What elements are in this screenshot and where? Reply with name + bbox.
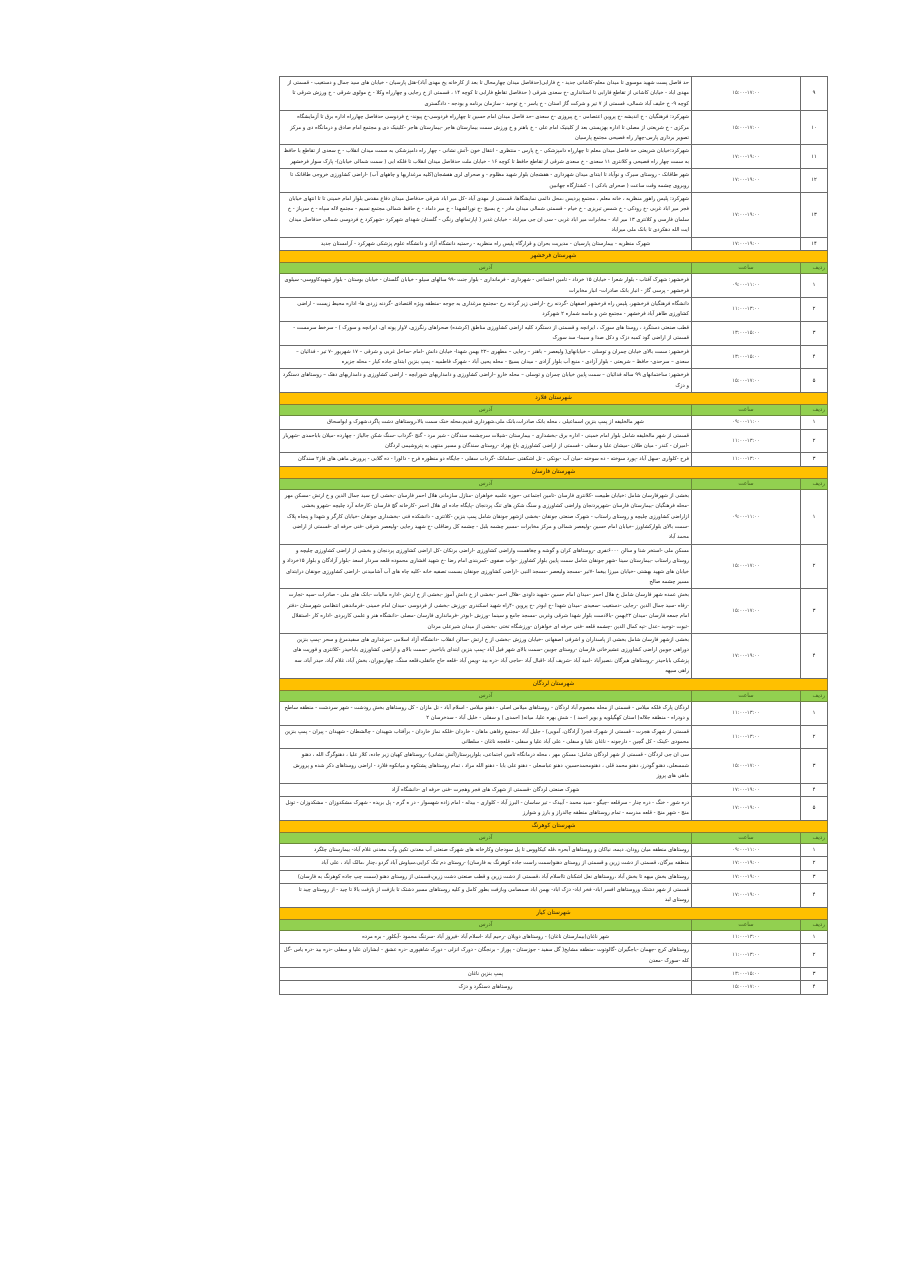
table-row	[280, 77, 828, 111]
outage-address: فرخشهر: سمت بالای خیابان چمران و توسلی – خیابانهای( ولیعصر – باهنر – رجایی – مطهری –۲۲ بهمن شهدا- خیابان دانش -امام -ساحل غربی و شرقی – ۱۷ شهریور -۷ تیر - فدائیان – سعدی – سرحدی- حافظ – شریعتی - بلوار آزادی - منبع آب بلوار آزادی - میدان بسیج - محله یحیی آباد - شهرک فاطمیه - پمپ بنزین ابتدای جاده کیار - محله جزیره	[280, 345, 692, 369]
row-index: ۲	[801, 857, 828, 870]
outage-time: ۱۷:۰۰-۱۹:۰۰	[692, 870, 801, 883]
outage-address: فرخشهر: ساختمانهای ۹۹ ساله فدائیان – سمت پایین خیابان چمران و توسلی – محله خارو –اراضی کشاورزی و دامداریهای شورابچه - اراضی کشاورزی و دامداریهای دهک – روستاهای دستگرد و دزک	[280, 369, 692, 393]
row-index: ۴	[801, 345, 828, 369]
outage-time: ۱۳:۰۰-۱۵:۰۰	[692, 968, 801, 981]
table-row	[280, 870, 828, 883]
outage-address: شهر ناغان(بیمارستان ناغان) - روستاهای دویلان -رحیم آباد -اسلام آباد -فیروز آباد -سرتنگ محمود -آبکلور - بره مرده	[280, 930, 692, 943]
outage-address: دانشگاه فرهنگیان فرخشهر، پلیس راه فرخشهر اصفهان -گردنه رخ -اراضی زیر گردنه رخ -مجتمع مرغداری به جوجه -منطقه ویژه اقتصادی -گردنه زردی ها- اداره محیط زیست - اراضی کشاورزی طاهر آباد فرخشهر - مجتمع شن و ماسه شماره ۲ شهرکرد	[280, 297, 692, 321]
outage-address: قطب صنعتی دستگرد ، روستا های سورک ، ایرانچه و قسمتی از دستگرد کلیه اراضی کشاورزی مناطق (کرشده) صحراهای رنگرزی، لاوار پونه ای، ایرانچه و سورک ) - سرخط سرمست - قسمتی از اراضی گود کمبه دزک و دکل صدا و سیما- سد سورک	[280, 321, 692, 345]
table-row	[280, 429, 828, 453]
column-header-index: ردیف	[801, 405, 828, 416]
row-index: ۱۴	[801, 237, 828, 250]
outage-address: شهر طاقانک - روستای سیرک و نوآباد تا ابتدای میدان شهرداری - هفشجان بلوار شهید مظلوم - و صحرای لری هفشجان(کلیه مرغداریها و چاههای آب) -اراضی کشاورزی خروجی طاقانک تا روبروی چشمه وقت ساعت ( صحرای بادکی ) - کشتارگاه جهانبین	[280, 169, 692, 193]
outage-address: قسمتی از شهر مالخلیفه شامل بلوار امام خمینی - اداره برق -بخشداری - بیمارستان -شیلات سرچشمه سندگان - شیر مرد - گنج -گرداب -سنگ شکن جالیاز - چهارده -میلان باباحمدی -شهریار -امیران - کندر - میان طلان -میشان علیا و سفلی - قسمتی از اراضی کشاورزی باغ بهزاد -روستای سندگان و مسیر منتهی به پتروشیمی لردگان	[280, 429, 692, 453]
column-header-time: ساعت	[692, 405, 801, 416]
table-row	[280, 297, 828, 321]
outage-address: لردگان پارک فلکه میلاس - قسمتی از محله معصوم آباد لردگان - روستاهای میلاس اصلی - دهنو میلاس - اسلام آباد - تل مازان - کل روستاهای بخش رودشت - شهر سردشت - منطقه ساطح و دودراه - منطقه جلاله( استان کهگیلویه و بویر احمد ) - شش بهره علیا، میانه( احمدی ) و سفلی - خلیل آباد - سدخرسان ۲	[280, 701, 692, 725]
outage-address: شهرک صنعتی لردگان -قسمتی از شهرک های فجر وهجرت -فنی حرفه ای -دانشگاه آزاد	[280, 783, 692, 796]
outage-schedule-document	[279, 76, 828, 995]
table-row	[280, 944, 828, 968]
outage-address: سی ان جی لردگان - قسمتی از شهر لردگان شامل: مسکن مهر ، محله درمانگاه تامین اجتماعی، بلوارپرستار(آتش نشانی) -روستاهای کهیان زیر جاده، کلار علیا ، دهنوگرگ الله ، دهنو شمسعلی، دهنو گودرز، دهنو محمد قلی ، دهنومحمدحسین، دهنو عباسعلی - دهنو علی بابا - دهنو الله مراد ، تمام روستاهای پشتکوه و میانکوه فلارد - اراضی روستاهای ذکر شده و پرورش ماهی های پروز	[280, 749, 692, 783]
outage-time: ۱۳:۰۰-۱۵:۰۰	[692, 321, 801, 345]
county-heading-row	[280, 466, 828, 478]
table-row	[280, 544, 828, 589]
row-index: ۴	[801, 883, 828, 907]
table-row	[280, 883, 828, 907]
table-row	[280, 701, 828, 725]
outage-schedule-table	[279, 76, 828, 995]
row-index: ۱	[801, 274, 828, 298]
outage-time: ۰۹:۰۰-۱۱:۰۰	[692, 489, 801, 544]
table-row	[280, 843, 828, 856]
outage-time: ۰۹:۰۰-۱۱:۰۰	[692, 843, 801, 856]
outage-address: شهرکرد:خیابان شریعتی حد فاصل میدان معلم تا چهارراه دامپزشکی - خ پارس - منتظری - انتقال خون -آتش نشانی - چهار راه دامپزشکی به سمت میدان انقلاب - خ سعدی از تقاطع با حافظ به سمت چهار راه فصیحی و کلانتری ۱۱ سعدی - خ سعدی شرقی از تقاطع حافظ تا کوچه ۱۶ - خیابان ملت حدفاصل میدان انقلاب تا فلکه ابی ( سمت شمالی خیابان)- پارک سوار فرخشهر	[280, 145, 692, 169]
outage-time: ۱۱:۰۰-۱۳:۰۰	[692, 944, 801, 968]
outage-time: ۱۱:۰۰-۱۳:۰۰	[692, 930, 801, 943]
row-index: ۲	[801, 429, 828, 453]
row-index: ۱۰	[801, 111, 828, 145]
county-heading-row	[280, 251, 828, 263]
column-header-address: آدرس	[280, 919, 692, 930]
table-row	[280, 369, 828, 393]
outage-time: ۱۷:۰۰-۱۹:۰۰	[692, 634, 801, 679]
row-index: ۱۱	[801, 145, 828, 169]
outage-address: بخش عمده شهر فارسان شامل خ هلال احمر -میدان امام حسین -شهید داودی -هلال احمر -بخشی از خ دانش آموز -بخشی از خ ارتش -اداره مالیات -بانک های ملی - صادرات -سپه -تجارت -رفاه -سید جمال الدین -رجایی -دستغیب -سعیدی -میدان شهدا -خ ابوذر -خ پروین -۴راه شهید اسکندری -ورزش -بخشی از فردوسی -میدان امام خمینی -فرماندهی انتظامی شهرستان -دفتر امام جمعه فارسان -میدان ۲۲بهمن -بالادست بلوار شهدا شرقی وغربی -مسجد جامع و سینما -ورزش -ابوذر -فرمانداری فارسان -مصلی -دانشگاه هنر و علمی کاربردی -اداره کار -استقلال -ثبوت -توحید -عدل -تپه کمال الدین -چشمه قلعه -فنی حرفه ای خواهران -ورزشگاه تختی -بخشی از میدان شیرعلی مردان	[280, 589, 692, 634]
outage-time: ۰۹:۰۰-۱۱:۰۰	[692, 274, 801, 298]
table-row	[280, 725, 828, 749]
outage-time: ۱۱:۰۰-۱۳:۰۰	[692, 701, 801, 725]
table-row	[280, 489, 828, 544]
column-header-row	[280, 919, 828, 930]
table-row	[280, 589, 828, 634]
outage-address: بخشی ازشهر فارسان شامل بخشی از پاسداران و اشرفی اصفهانی -خیابان ورزش -بخشی از خ ارتش -سالن انقلاب -دانشگاه آزاد اسلامی -مرغداری های سفیدمرغ و سحر -پمپ بنزین دوراهی جوبین اراضی کشاورزی عشیرخانی فارسان -روستای جوبین -سمت بالای شهر فیل آباد -پمپ بنزین ابتدای باباحیدر -سمت بالای و اراضی کشاورزی باباحیدر -کلانتری و فوریت های پزشکی باباحیدر -روستاهای هیرگان ،نصیرآباد -امید آباد -شریف آباد -اقبال آباد -حاجی آباد -دره بید -ویس آباد -قلعه حاج جانقلی،قلعه سنگ، چهارموران، بخش آباد، غلام آباد، حیدر آباد، سه راهی سیهه	[280, 634, 692, 679]
outage-time: ۱۷:۰۰-۱۹:۰۰	[692, 796, 801, 820]
column-header-address: آدرس	[280, 478, 692, 489]
outage-time: ۱۱:۰۰-۱۳:۰۰	[692, 297, 801, 321]
county-name: شهرستان لردگان	[280, 678, 828, 690]
column-header-row	[280, 405, 828, 416]
row-index: ۱	[801, 843, 828, 856]
row-index: ۴	[801, 981, 828, 994]
outage-address: فرخشهر: شهرک آفتاب - بلوار شعرا - خیابان ۱۵ خرداد - تامین اجتماعی - شهرداری - فرمانداری - بلوار جنت -۹۹ سالهای سیلو - خیابان گلستان - خیابان بوستان - بلوار شهیدکاووسی- سیلوی فرخشهر - پرسی گاز - انبار بانک صادرات- انبار مخابرات	[280, 274, 692, 298]
row-index: ۱۲	[801, 169, 828, 193]
outage-time: ۱۵:۰۰-۱۷:۰۰	[692, 111, 801, 145]
county-name: شهرستان فارسان	[280, 466, 828, 478]
column-header-address: آدرس	[280, 263, 692, 274]
table-row	[280, 453, 828, 466]
outage-time: ۱۷:۰۰-۱۹:۰۰	[692, 193, 801, 238]
row-index: ۲	[801, 297, 828, 321]
table-row	[280, 345, 828, 369]
row-index: ۳	[801, 870, 828, 883]
table-row	[280, 169, 828, 193]
row-index: ۵	[801, 796, 828, 820]
column-header-address: آدرس	[280, 690, 692, 701]
table-row	[280, 634, 828, 679]
table-row	[280, 416, 828, 429]
column-header-time: ساعت	[692, 690, 801, 701]
outage-time: ۱۷:۰۰-۱۹:۰۰	[692, 237, 801, 250]
outage-address: روستاهای بخش میهه تا بخش آباد ،روستاهای نعل اشکنان تااسلام آباد ،قسمتی از دشت زرین و قطب صنعتی دشت زرین،قسمتی از روستای دهنو (سمت چپ جاده کوهرنگ به فارسان)	[280, 870, 692, 883]
row-index: ۴	[801, 634, 828, 679]
table-row	[280, 981, 828, 994]
outage-address: شهرکرد: فرهنگیان - خ اندیشه -خ پروین اعتصامی - خ پیروزی -خ سعدی -حد فاصل میدان امام حسین تا چهارراه فردوسی-خ پیوند- خ فردوسی حدفاصل چهارراه اداره برق تا آزمایشگاه مرکزی - خ شریعتی از مصلی تا اداره بهزیستی بعد از کلینیک امام علی - خ باهنر و خ ورزش سمت بیمارستان هاجر -بیمارستان هاجر -کلینیک دی و مجتمع امام صادق و درمانگاه دی و مرکز تصویر برداری پارس-چهار راه فصیحی مجتمع پارسیان	[280, 111, 692, 145]
column-header-row	[280, 478, 828, 489]
outage-address: شهر مالخلیفه از پمپ بنزین اسماعیلی ، محله بانک صادرات،بانک ملی،شهرداری قدیم،محله خنک سمت بالا،روستاهای دشت پاگرد،شهرک و ابواسحاق	[280, 416, 692, 429]
outage-time: ۱۵:۰۰-۱۷:۰۰	[692, 981, 801, 994]
outage-time: ۱۵:۰۰-۱۷:۰۰	[692, 589, 801, 634]
county-name: شهرستان فرخشهر	[280, 251, 828, 263]
outage-time: ۱۳:۰۰-۱۵:۰۰	[692, 345, 801, 369]
column-header-index: ردیف	[801, 478, 828, 489]
outage-address: قسمتی از شهر دشتک وروستاهای افسر اباد- فخر اباد- دزک اباد- بهمن اباد صمصامی وبازفت بطور کامل و کلیه روستاهای مسیر دشتک تا بازفت از بازفت بالا تا چید - از روستای چید تا روستای لبد	[280, 883, 692, 907]
county-heading-row	[280, 393, 828, 405]
county-heading-row	[280, 820, 828, 832]
table-row	[280, 145, 828, 169]
outage-address: منطقه بیرگان، قسمتی از دشت زرین و قسمتی از روستای دهنو(سمت راست جاده کوهرنگ به فارسان) -روستای دم تنگ کرایی،سیاوش آباد گردو ،چنار ،مالک آباد ، علی آباد	[280, 857, 692, 870]
column-header-index: ردیف	[801, 263, 828, 274]
outage-address: پمپ بنزین ناغان	[280, 968, 692, 981]
row-index: ۴	[801, 783, 828, 796]
outage-time: ۱۵:۰۰-۱۷:۰۰	[692, 77, 801, 111]
outage-time: ۱۵:۰۰-۱۷:۰۰	[692, 749, 801, 783]
county-heading-row	[280, 678, 828, 690]
outage-address: شهرک منظریه - بیمارستان پارسیان - مدیریت بحران و قرارگاه پلیس راه منظریه - رحمتیه دانشگاه آزاد و دانشگاه علوم پزشکی شهرکرد - آرامستان جدید	[280, 237, 692, 250]
outage-time: ۱۷:۰۰-۱۹:۰۰	[692, 145, 801, 169]
column-header-address: آدرس	[280, 832, 692, 843]
outage-time: ۰۹:۰۰-۱۱:۰۰	[692, 416, 801, 429]
row-index: ۱	[801, 930, 828, 943]
outage-time: ۱۵:۰۰-۱۷:۰۰	[692, 544, 801, 589]
row-index: ۳	[801, 749, 828, 783]
table-row	[280, 237, 828, 250]
county-name: شهرستان فلارد	[280, 393, 828, 405]
column-header-row	[280, 263, 828, 274]
column-header-address: آدرس	[280, 405, 692, 416]
row-index: ۱	[801, 489, 828, 544]
outage-address: مسکن ملی -استخر شنا و سالن ۶۰۰۰نفری -روستاهای کران و گوشه و چغاهست واراضی کشاورزی -اراضی برنکان -کل اراضی کشاورزی پردنجان و بخشی از اراضی کشاورزی چلیچه و روستای راستاب -بیمارستان سینا -شهر جونقان شامل سمت پایین بلوار کشاورز -نواب صفوی -کمربندی امام رضا -خ شهید افشاری محموده قلعه سردار اسعد -بلوار آزادگان و بلوار ۱۵خرداد و خیابان های شهید بهشتی -خیابان میرزا بیغما -۷تیر -مسجد ولیعصر -مسجد النبی -اراضی کشاورزی جونقان بسمت تصفیه خانه -کلیه چاه های آب آشامیدنی -اراضی کشاورزی جونقان درابتدای مسیر چشمه صالح	[280, 544, 692, 589]
table-row	[280, 968, 828, 981]
outage-time: ۱۷:۰۰-۱۹:۰۰	[692, 169, 801, 193]
row-index: ۵	[801, 369, 828, 393]
outage-time: ۱۱:۰۰-۱۳:۰۰	[692, 725, 801, 749]
outage-time: ۱۷:۰۰-۱۹:۰۰	[692, 857, 801, 870]
row-index: ۳	[801, 453, 828, 466]
row-index: ۳	[801, 589, 828, 634]
county-name: شهرستان کیار	[280, 907, 828, 919]
row-index: ۲	[801, 944, 828, 968]
outage-address: روستاهای دستگرد و دزک	[280, 981, 692, 994]
outage-time: ۱۱:۰۰-۱۳:۰۰	[692, 429, 801, 453]
row-index: ۲	[801, 725, 828, 749]
table-row	[280, 749, 828, 783]
outage-address: روستاهای کرچ -جهمان -باجگیران -گالوتوت -منطقه مشایخ( گل سفید - جوزستان - پوراز - برنجگان - دورک انزلی - دورک شاهپوری -دره عشق - ابشاران علیا و سفلی -دره بید -دره یاس -گل کله -سورک -معدن	[280, 944, 692, 968]
table-row	[280, 274, 828, 298]
table-row	[280, 111, 828, 145]
table-row	[280, 783, 828, 796]
row-index: ۹	[801, 77, 828, 111]
outage-time: ۱۱:۰۰-۱۳:۰۰	[692, 453, 801, 466]
row-index: ۱	[801, 701, 828, 725]
column-header-row	[280, 690, 828, 701]
table-row	[280, 857, 828, 870]
column-header-index: ردیف	[801, 832, 828, 843]
outage-address: حد فاصل پست شهید موسوی تا میدان معلم-کاشانی جدید - خ فارابی(حدفاصل میدان چهارمحال تا بعد از کارخانه یخ مهدی آباد)-هتل پارسیان - خیابان های سید جمال و دستغیب - قسمتی از مهدی اباد - خیابان کاشانی از تقاطع فارابی تا استانداری -خ سعدی شرقی ( حدفاصل تقاطع فارابی تا کوچه ۱۴ ، قسمتی از خ رجایی و چهارراه وکلا - خ مولوی شرقی - خ ورزش شرقی تا کوچه ۹- خ خلیف آباد شمالی، قسمتی از ۷ تیر و شرکت گاز استان - خ یاسر - خ توحید - سازمان برنامه و بودجه - دادگستری	[280, 77, 692, 111]
column-header-time: ساعت	[692, 919, 801, 930]
row-index: ۲	[801, 544, 828, 589]
outage-address: قسمتی از شهرک هجرت - قسمتی از شهرک فجر( آزادگان، آمویی) - جلیل آباد -مجتمع رفاهی ماهان - خاردان -فلکه نماز خاردان - برآفتاب شهیدان - چالشطان - شهیدان - پیران - پمپ بنزین محمودی -کینک - کل گچین - دارجونه - ناغان علیا و سفلی - علی آباد علیا و سفلی - قلعجه ناغان - سلطانی	[280, 725, 692, 749]
table-row	[280, 193, 828, 238]
table-row	[280, 930, 828, 943]
row-index: ۱	[801, 416, 828, 429]
outage-address: دره شور - خنگ - دره چنار - سرقلعه -چیگو - سید محمد - آبیدک - تیر ساسان - البرز آباد - کلواری - بیدله - امام زاده شهسوار - در ه گرم - پل بریده - شهرک مشکدوزان - مشکدوزان - تونل منج - شهر منج - قلعه مدرسه - تمام روستاهای منطقه چالدراز و بارز و شوارز	[280, 796, 692, 820]
column-header-index: ردیف	[801, 690, 828, 701]
outage-address: بخشی از شهرفارسان شامل :خیابان طبیعت -کلانتری فارسان -تامین اجتماعی -حوزه علمیه خواهران -منازل سازمانی هلال احمر فارسان -بخشی ازخ سید جمال الدین و خ ارتش -مسکن مهر -محله فرهنگیان -بیمارستان فارسان -شهرپردنجان واراضی کشاورزی و سنگ شکن های تنگ پردنجان -پایگاه جاده ای هلال احمر -کارخانه گچ فارسان -کارخانه آرد چلیچه -شهرو بخشی ازاراضی کشاورزی چلیچه و روستای راستاب - شهرک صنعتی جونقان -بخشی ازشهر جونقان شامل پمپ بنزین -کلانتری - دانشکده فنی -بخشداری جونقان -خیابان کارگر و شهدا و پنجاه پلاک -سمت بالای بلوارکشاورز -خیابان امام حسین -ولیعصر شمالی و مرکز مخابرات -مسیر چشمه بلبل - چشمه کل رضاقلی -خ شهید رجایی -ولیعصر شرقی -فنی حرفه ای -قسمتی از اراضی محمد آباد	[280, 489, 692, 544]
outage-time: ۱۷:۰۰-۱۹:۰۰	[692, 783, 801, 796]
column-header-time: ساعت	[692, 832, 801, 843]
row-index: ۱۳	[801, 193, 828, 238]
row-index: ۳	[801, 968, 828, 981]
county-heading-row	[280, 907, 828, 919]
column-header-time: ساعت	[692, 478, 801, 489]
column-header-index: ردیف	[801, 919, 828, 930]
column-header-row	[280, 832, 828, 843]
outage-address: فرح -کلواری -سهل آباد -پورد سوخته - ده سوخته -میان آب -بونکی - تل اشکفتی -سلمانک -گرداب سفلی - جایگاه دو منظوره فرح - دالورا - ده گلابی - پرورش ماهی های فاز۲ سندگان	[280, 453, 692, 466]
column-header-time: ساعت	[692, 263, 801, 274]
outage-time: ۱۵:۰۰-۱۷:۰۰	[692, 369, 801, 393]
outage-address: شهرکرد: پلیس راهور منظریه ، خانه معلم ، مجتمع پردیس ،محل دائمی نمایشگاها، قسمتی از مهدی آباد -کل میر اباد شرقی حدفاصل میدان دفاع مقدس بلوار امام خمینی تا تا انتهای خیابان فجر میر اباد غربی -خ رودکی - خ شمس تبریزی - خ خیام - قسمتی شمالی میدان مادر - خ بسیج -خ نورالشهدا - خ میر داماد - خ حافظ شمالی مجتمع نسیم - مجتمع لاله سپاه - خ سرباز - خ سلمان فارسی و کلانتری ۱۳ میر اباد - مخابرات میر اباد غربی - سی ان جی میراباد - خیابان غدیر ( اپارتمانهای رنگی - گلستان شهدای شهرکرد -شهرکرد خ فردوسی شمالی حدفاصل میدان ایت الله دهکردی تا بانک ملی میراباد	[280, 193, 692, 238]
county-name: شهرستان کوهرنگ	[280, 820, 828, 832]
row-index: ۳	[801, 321, 828, 345]
outage-address: روستاهای منطقه میان رودان، دیمه، نیاکان و روستاهای آبحره ،قله کیکاووس تا پل سودجان وکارخانه های شهرک صنعتی آب معدنی تکین وآب معدنی غلام آباد- بیمارستان چلگرد	[280, 843, 692, 856]
table-row	[280, 321, 828, 345]
outage-time: ۱۷:۰۰-۱۹:۰۰	[692, 883, 801, 907]
table-row	[280, 796, 828, 820]
